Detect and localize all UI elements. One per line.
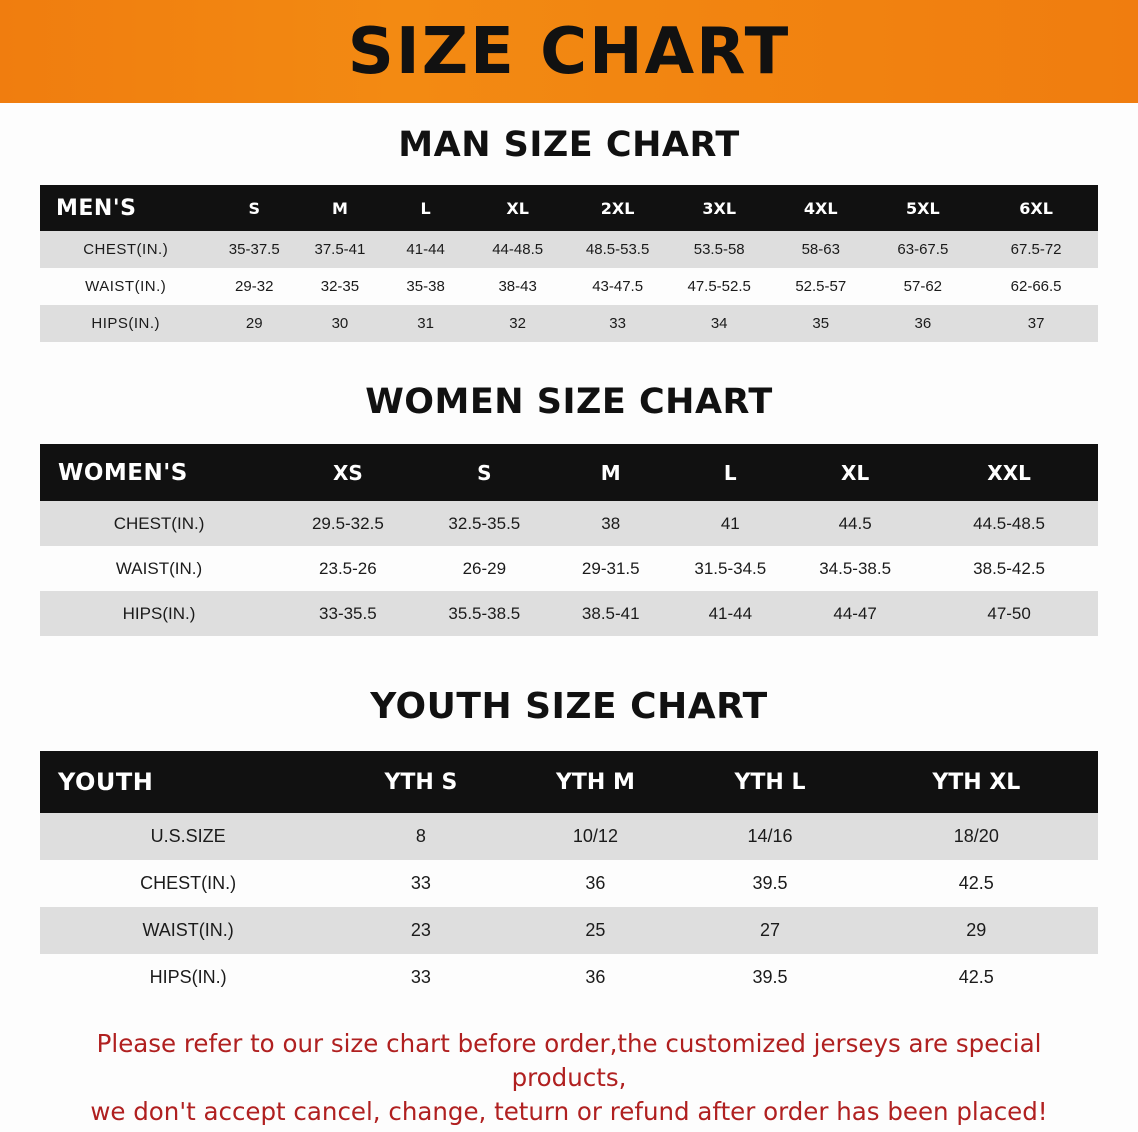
row-label: WAIST(IN.) (40, 546, 278, 591)
women-section-title: WOMEN SIZE CHART (365, 382, 773, 422)
row-label: CHEST(IN.) (40, 501, 278, 546)
table-cell: 48.5-53.5 (567, 231, 669, 268)
table-row (40, 231, 1098, 268)
table-header-cell: M (297, 185, 383, 231)
row-label: HIPS(IN.) (40, 305, 211, 342)
table-row (40, 813, 1098, 860)
table-cell: 41-44 (671, 591, 791, 636)
table-cell: 44-48.5 (468, 231, 566, 268)
table-row (40, 860, 1098, 907)
row-label: HIPS(IN.) (40, 954, 336, 1001)
table-cell: 36 (506, 954, 686, 1001)
row-label: HIPS(IN.) (40, 591, 278, 636)
table-header-cell: YOUTH (40, 751, 336, 813)
table-cell: 29 (855, 907, 1098, 954)
women-table-wrap (0, 444, 1138, 636)
table-cell: 34 (668, 305, 770, 342)
table-header-row (40, 444, 1098, 501)
table-cell: 32-35 (297, 268, 383, 305)
table-cell: 41 (671, 501, 791, 546)
table-cell: 43-47.5 (567, 268, 669, 305)
table-header-cell: S (211, 185, 297, 231)
table-cell: 29-32 (211, 268, 297, 305)
table-header-cell: XS (278, 444, 418, 501)
disclaimer-note (38, 1027, 1100, 1128)
page-title: SIZE CHART (347, 14, 791, 89)
table-header-cell: 2XL (567, 185, 669, 231)
table-row (40, 305, 1098, 342)
table-header-cell: L (383, 185, 469, 231)
table-cell: 31.5-34.5 (671, 546, 791, 591)
man-size-table (40, 185, 1098, 342)
table-header-cell: YTH L (685, 751, 854, 813)
table-cell: 36 (506, 860, 686, 907)
table-cell: 29 (211, 305, 297, 342)
table-row (40, 501, 1098, 546)
table-cell: 33 (336, 860, 505, 907)
table-cell: 10/12 (506, 813, 686, 860)
table-header-row (40, 185, 1098, 231)
row-label: WAIST(IN.) (40, 907, 336, 954)
table-header-cell: 3XL (668, 185, 770, 231)
table-cell: 27 (685, 907, 854, 954)
disclaimer-line-2: we don't accept cancel, change, teturn or refund after order has been placed! (90, 1096, 1048, 1126)
table-header-cell: YTH M (506, 751, 686, 813)
table-cell: 32 (468, 305, 566, 342)
youth-section-title: YOUTH SIZE CHART (370, 686, 768, 727)
table-cell: 36 (872, 305, 975, 342)
table-header-cell: YTH S (336, 751, 505, 813)
table-header-cell: XXL (920, 444, 1098, 501)
row-label: CHEST(IN.) (40, 231, 211, 268)
table-cell: 31 (383, 305, 469, 342)
table-cell: 67.5-72 (974, 231, 1098, 268)
table-cell: 33 (336, 954, 505, 1001)
table-cell: 25 (506, 907, 686, 954)
table-cell: 44.5-48.5 (920, 501, 1098, 546)
table-cell: 18/20 (855, 813, 1098, 860)
table-cell: 53.5-58 (668, 231, 770, 268)
table-header-cell: WOMEN'S (40, 444, 278, 501)
youth-size-table (40, 751, 1098, 1001)
row-label: U.S.SIZE (40, 813, 336, 860)
table-cell: 33 (567, 305, 669, 342)
table-cell: 14/16 (685, 813, 854, 860)
table-cell: 39.5 (685, 954, 854, 1001)
table-row (40, 268, 1098, 305)
table-header-row (40, 751, 1098, 813)
table-header-cell: XL (790, 444, 920, 501)
table-cell: 33-35.5 (278, 591, 418, 636)
table-row (40, 591, 1098, 636)
row-label: CHEST(IN.) (40, 860, 336, 907)
table-cell: 23 (336, 907, 505, 954)
man-table-wrap (0, 185, 1138, 342)
table-cell: 35.5-38.5 (418, 591, 551, 636)
table-header-cell: S (418, 444, 551, 501)
table-cell: 8 (336, 813, 505, 860)
table-cell: 47-50 (920, 591, 1098, 636)
table-cell: 37.5-41 (297, 231, 383, 268)
table-cell: 35-37.5 (211, 231, 297, 268)
man-section-title: MAN SIZE CHART (398, 125, 740, 165)
youth-table-wrap (0, 751, 1138, 1001)
table-row (40, 546, 1098, 591)
table-cell: 30 (297, 305, 383, 342)
table-header-cell: XL (468, 185, 566, 231)
table-cell: 35 (770, 305, 872, 342)
header-banner (0, 0, 1138, 103)
table-header-cell: 4XL (770, 185, 872, 231)
table-cell: 38 (551, 501, 671, 546)
women-size-table (40, 444, 1098, 636)
table-cell: 62-66.5 (974, 268, 1098, 305)
table-row (40, 954, 1098, 1001)
table-cell: 41-44 (383, 231, 469, 268)
table-header-cell: MEN'S (40, 185, 211, 231)
disclaimer-line-1: Please refer to our size chart before order,the customized jerseys are special products, (96, 1029, 1042, 1092)
table-cell: 34.5-38.5 (790, 546, 920, 591)
table-cell: 42.5 (855, 860, 1098, 907)
table-header-cell: M (551, 444, 671, 501)
table-cell: 38.5-41 (551, 591, 671, 636)
table-cell: 44-47 (790, 591, 920, 636)
table-cell: 39.5 (685, 860, 854, 907)
row-label: WAIST(IN.) (40, 268, 211, 305)
table-cell: 35-38 (383, 268, 469, 305)
table-header-cell: YTH XL (855, 751, 1098, 813)
table-row (40, 907, 1098, 954)
table-cell: 52.5-57 (770, 268, 872, 305)
table-cell: 29.5-32.5 (278, 501, 418, 546)
table-header-cell: L (671, 444, 791, 501)
table-cell: 38.5-42.5 (920, 546, 1098, 591)
table-cell: 38-43 (468, 268, 566, 305)
table-cell: 44.5 (790, 501, 920, 546)
table-header-cell: 5XL (872, 185, 975, 231)
table-cell: 42.5 (855, 954, 1098, 1001)
table-cell: 63-67.5 (872, 231, 975, 268)
table-cell: 37 (974, 305, 1098, 342)
table-cell: 47.5-52.5 (668, 268, 770, 305)
table-header-cell: 6XL (974, 185, 1098, 231)
table-cell: 23.5-26 (278, 546, 418, 591)
table-cell: 26-29 (418, 546, 551, 591)
table-cell: 32.5-35.5 (418, 501, 551, 546)
table-cell: 58-63 (770, 231, 872, 268)
table-cell: 57-62 (872, 268, 975, 305)
table-cell: 29-31.5 (551, 546, 671, 591)
